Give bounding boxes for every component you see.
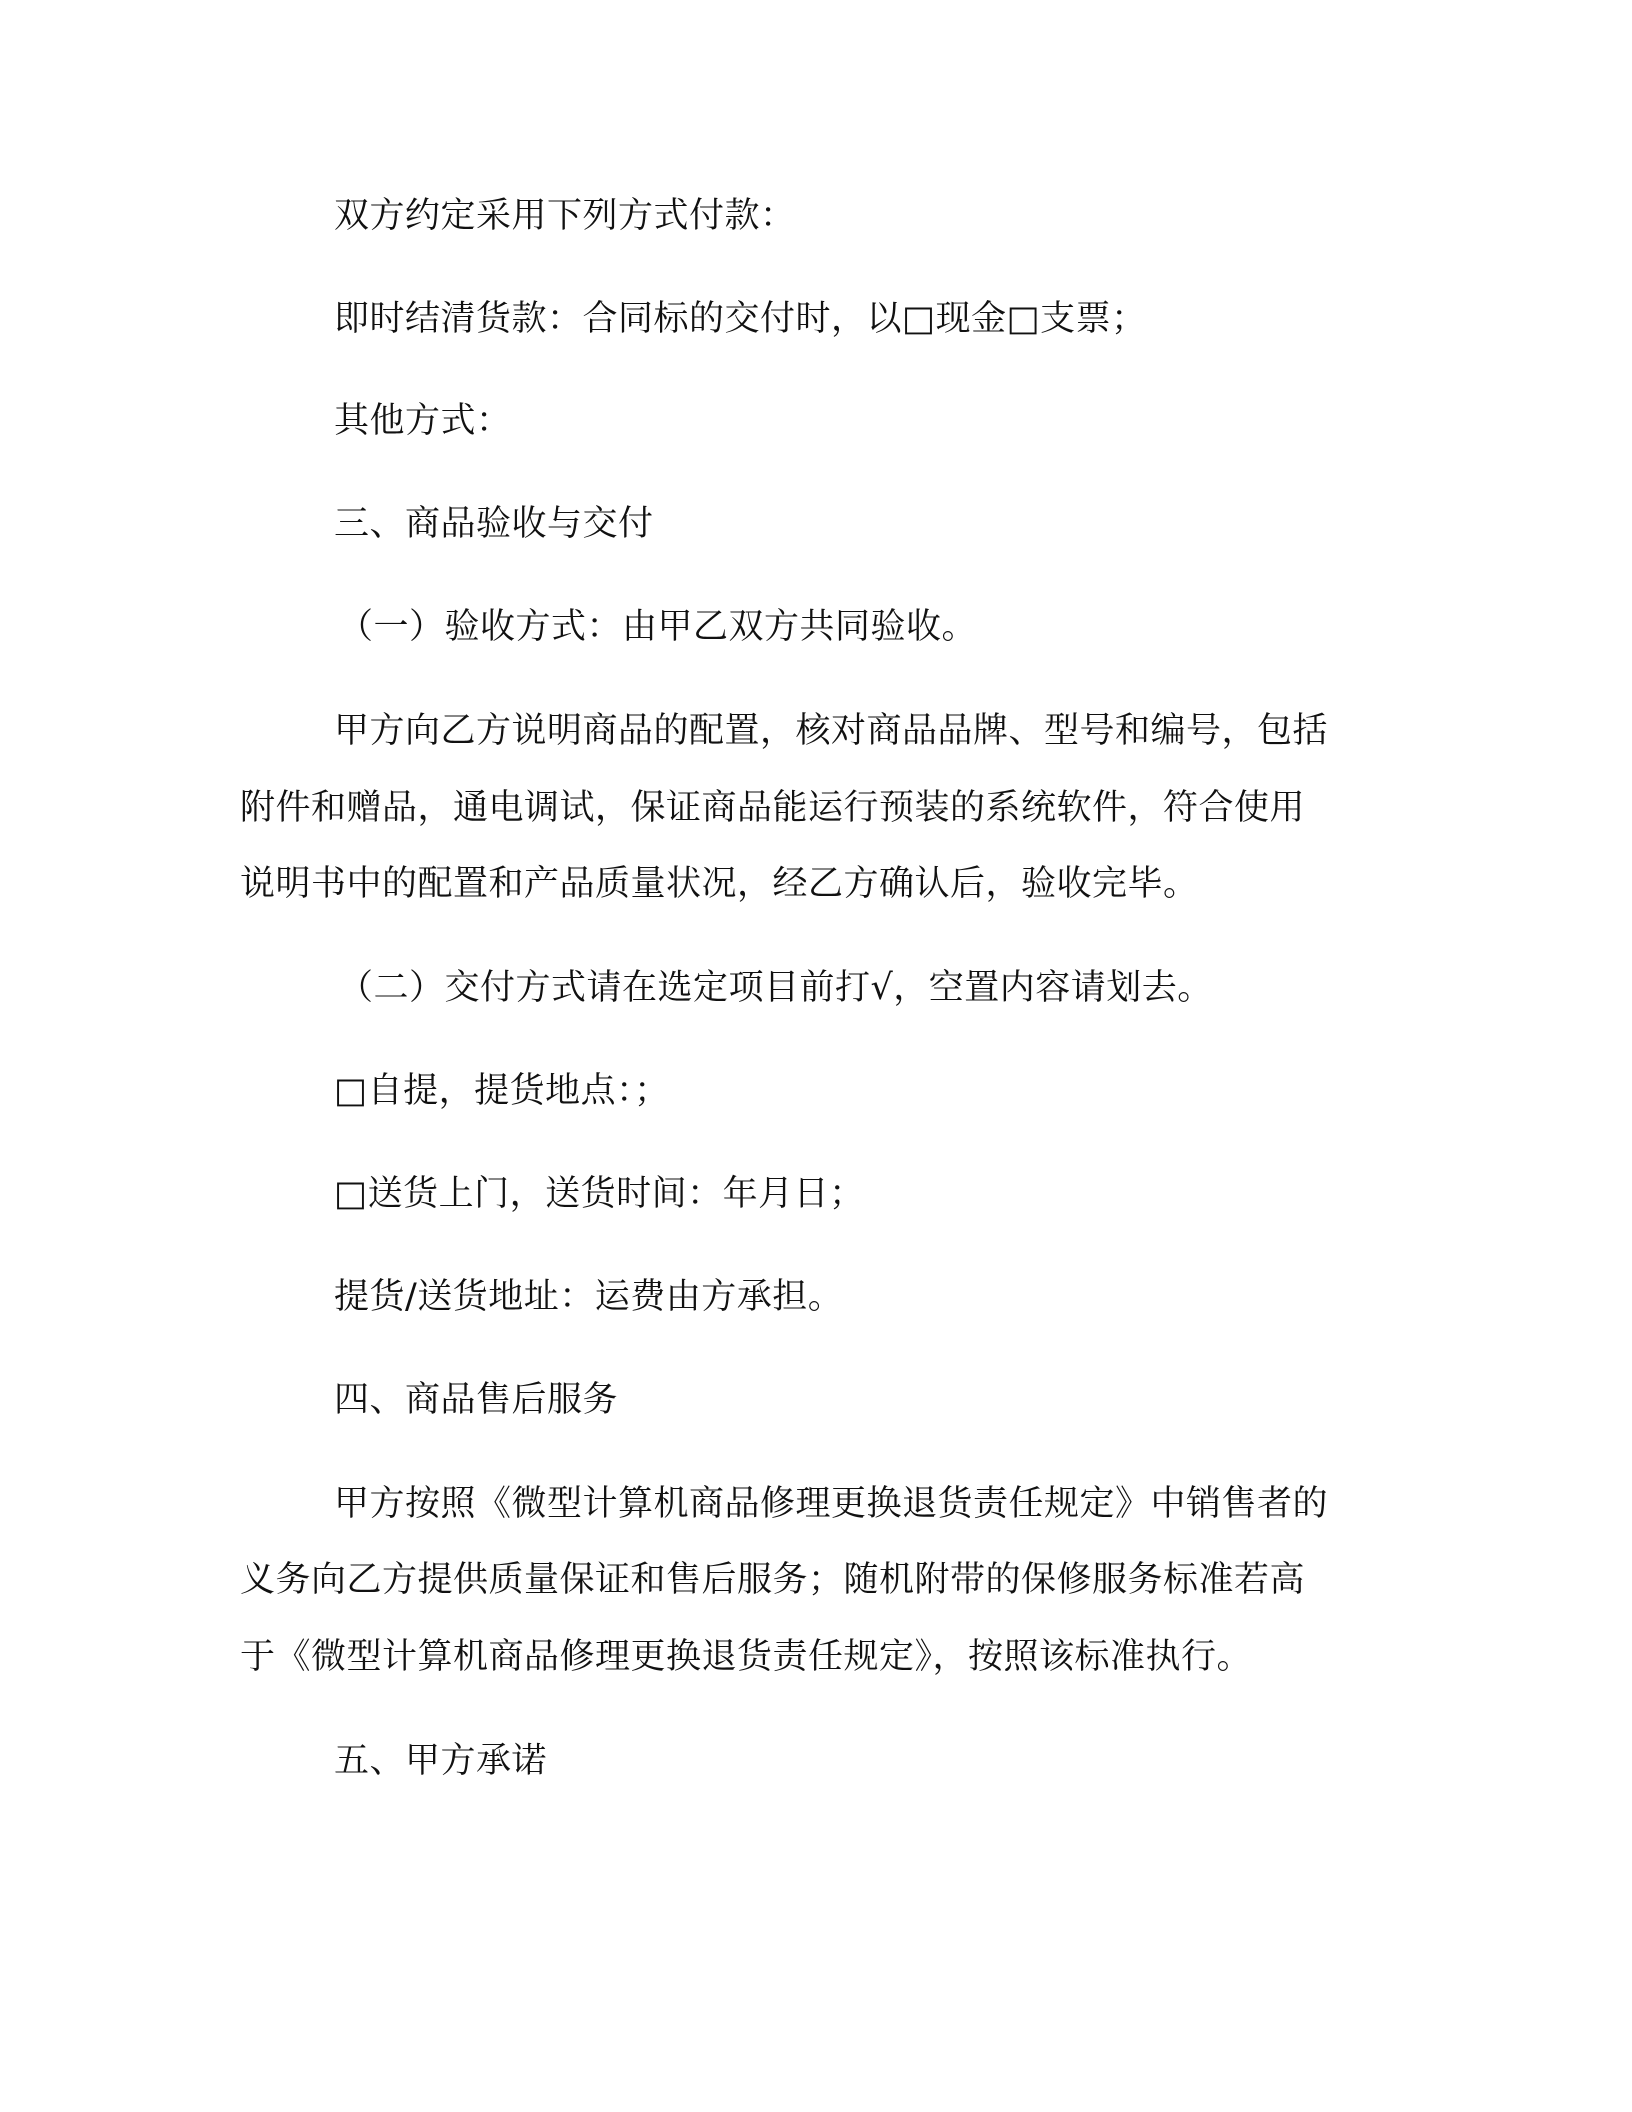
delivery-method: （二）交付方式请在选定项目前打√，空置内容请划去。	[338, 968, 1213, 1008]
acceptance-paragraph-line: 说明书中的配置和产品质量状况，经乙方确认后，验收完毕。	[240, 864, 1199, 904]
aftersale-paragraph-line: 甲方按照《微型计算机商品修理更换退货责任规定》中销售者的	[334, 1484, 1329, 1524]
self-pickup-option: □自提，提货地点：；	[334, 1071, 670, 1111]
aftersale-paragraph-line: 于《微型计算机商品修理更换退货责任规定》，按照该标准执行。	[240, 1637, 1253, 1677]
payment-immediate: 即时结清货款：合同标的交付时，以□现金□支票；	[334, 299, 1147, 339]
acceptance-paragraph-line: 附件和赠品，通电调试，保证商品能运行预装的系统软件，符合使用	[240, 788, 1306, 828]
address-freight: 提货/送货地址：运费由方承担。	[334, 1277, 844, 1317]
payment-intro: 双方约定采用下列方式付款：	[334, 196, 796, 236]
acceptance-method: （一）验收方式：由甲乙双方共同验收。	[338, 607, 978, 647]
section4-heading: 四、商品售后服务	[334, 1380, 619, 1420]
section3-heading: 三、商品验收与交付	[334, 504, 654, 544]
aftersale-paragraph-line: 义务向乙方提供质量保证和售后服务；随机附带的保修服务标准若高	[240, 1560, 1306, 1600]
home-delivery-option: □送货上门，送货时间：年月日；	[334, 1174, 865, 1214]
payment-other: 其他方式：	[334, 401, 512, 441]
section5-heading: 五、甲方承诺	[334, 1741, 548, 1781]
acceptance-paragraph-line: 甲方向乙方说明商品的配置，核对商品品牌、型号和编号，包括	[334, 711, 1329, 751]
